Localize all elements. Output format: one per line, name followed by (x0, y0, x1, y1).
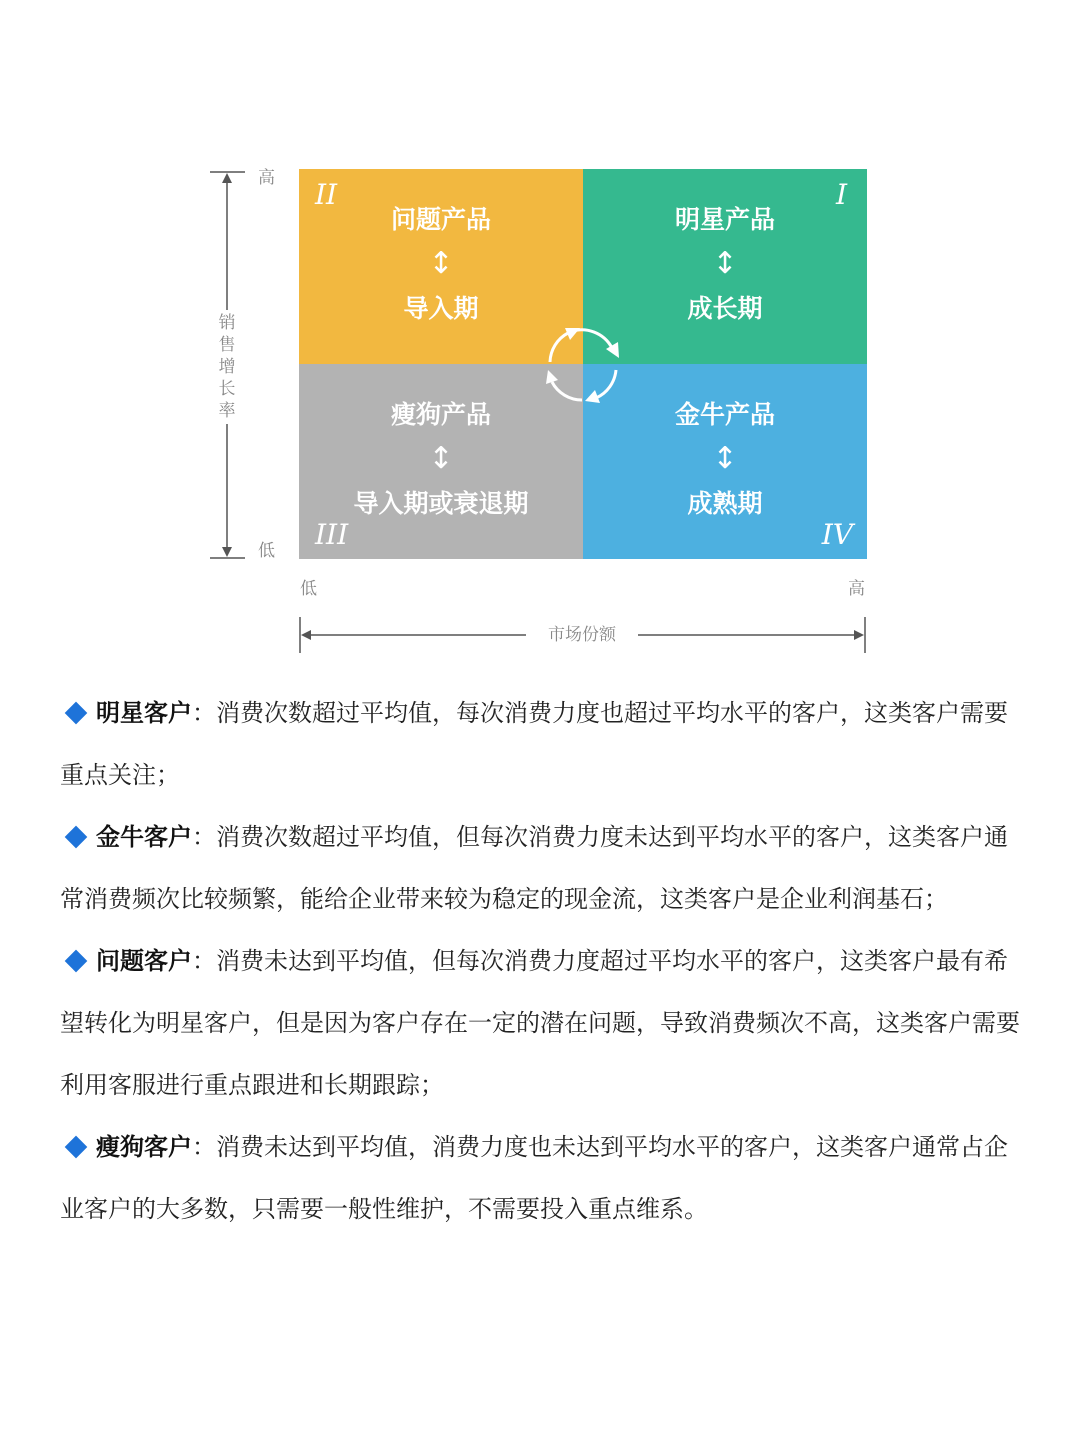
quadrant-stage: 成长期 (687, 294, 763, 323)
y-axis-low-label: 低 (258, 541, 275, 561)
quadrant-numeral: II (315, 178, 338, 211)
x-axis-low-label: 低 (300, 579, 317, 599)
up-down-arrow-icon: ↕ (712, 441, 738, 476)
x-axis-high-label: 高 (848, 579, 865, 599)
paragraph-term: 明星客户 (96, 699, 192, 727)
paragraph-separator: ： (192, 823, 216, 851)
paragraph-text: 消费次数超过平均值，但每次消费力度未达到平均水平的客户，这类客户通常消费频次比较频繁，能给企业带来较为稳定的现金流，这类客户是企业利润基石； (60, 823, 1008, 913)
cycle-arrows-icon (540, 320, 628, 408)
diamond-bullet-icon (65, 950, 88, 973)
quadrant-product: 明星产品 (674, 205, 775, 234)
up-down-arrow-icon: ↕ (428, 246, 454, 281)
quadrant-product: 金牛产品 (674, 400, 775, 429)
diamond-bullet-icon (65, 826, 88, 849)
description-paragraphs (60, 682, 1020, 1240)
paragraph-dog-customer (60, 1116, 1020, 1240)
paragraph-question-customer (60, 930, 1020, 1116)
quadrant-product: 瘦狗产品 (390, 400, 491, 429)
paragraph-term: 金牛客户 (96, 823, 192, 851)
bcg-matrix-diagram (0, 0, 1080, 680)
up-down-arrow-icon: ↕ (428, 441, 454, 476)
paragraph-text: 消费未达到平均值，消费力度也未达到平均水平的客户，这类客户通常占企业客户的大多数，只需要一般性维护，不需要投入重点维系。 (60, 1133, 1008, 1223)
diamond-bullet-icon (65, 1136, 88, 1159)
quadrant-stage: 导入期 (403, 294, 479, 323)
paragraph-separator: ： (192, 947, 216, 975)
paragraph-cow-customer (60, 806, 1020, 930)
paragraph-separator: ： (192, 699, 216, 727)
up-down-arrow-icon: ↕ (712, 246, 738, 281)
quadrant-product: 问题产品 (390, 205, 491, 234)
paragraph-star-customer (60, 682, 1020, 806)
paragraph-term: 瘦狗客户 (96, 1133, 192, 1161)
quadrant-numeral: III (315, 518, 349, 551)
paragraph-separator: ： (192, 1133, 216, 1161)
paragraph-text: 消费次数超过平均值，每次消费力度也超过平均水平的客户，这类客户需要重点关注； (60, 699, 1008, 789)
paragraph-term: 问题客户 (96, 947, 192, 975)
quadrant-numeral: IV (821, 518, 853, 551)
quadrant-numeral: I (835, 178, 847, 211)
paragraph-text: 消费未达到平均值，但每次消费力度超过平均水平的客户，这类客户最有希望转化为明星客户，但是因为客户存在一定的潜在问题，导致消费频次不高，这类客户需要利用客服进行重点跟进和长期跟踪； (60, 947, 1020, 1099)
diamond-bullet-icon (65, 702, 88, 725)
quadrant-stage: 成熟期 (687, 489, 763, 518)
y-axis-high-label: 高 (258, 168, 275, 188)
y-axis-title: 销售增长率 (215, 310, 239, 424)
quadrant-stage: 导入期或衰退期 (353, 489, 529, 518)
x-axis-title: 市场份额 (526, 626, 638, 644)
